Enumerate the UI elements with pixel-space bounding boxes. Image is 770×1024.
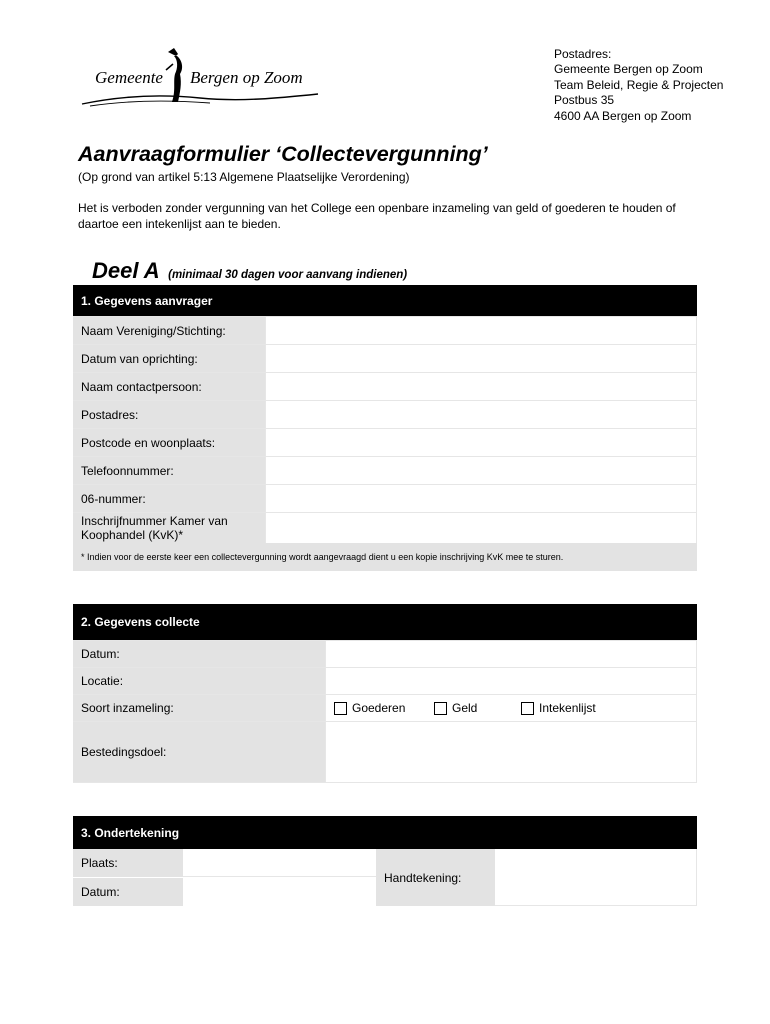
form-row bbox=[73, 512, 697, 543]
section-header: 2. Gegevens collecte bbox=[73, 604, 697, 640]
field-label: Naam Vereniging/Stichting: bbox=[73, 317, 265, 344]
address-line: Postbus 35 bbox=[554, 93, 615, 108]
form-row bbox=[73, 344, 697, 372]
field-label: Locatie: bbox=[73, 668, 325, 694]
form-row bbox=[73, 372, 697, 400]
form-row bbox=[73, 694, 697, 721]
geld-checkbox[interactable] bbox=[434, 702, 447, 715]
section-signature bbox=[73, 816, 697, 906]
form-row bbox=[73, 640, 697, 667]
address-line: Team Beleid, Regie & Projecten bbox=[554, 77, 724, 92]
form-row bbox=[73, 456, 697, 484]
field-label: Datum van oprichting: bbox=[73, 345, 265, 372]
field-label: Plaats: bbox=[73, 849, 183, 877]
phone-field[interactable] bbox=[265, 457, 697, 484]
option-goederen[interactable] bbox=[334, 701, 426, 715]
place-field[interactable] bbox=[183, 849, 376, 877]
field-label: Naam contactpersoon: bbox=[73, 373, 265, 400]
logo-text-city: Bergen op Zoom bbox=[190, 68, 303, 87]
address-line: 4600 AA Bergen op Zoom bbox=[554, 108, 692, 123]
option-label: Goederen bbox=[352, 701, 406, 715]
field-label: Datum: bbox=[73, 641, 325, 667]
postal-address bbox=[554, 47, 723, 124]
address-line: Gemeente Bergen op Zoom bbox=[554, 62, 703, 77]
postcode-city-field[interactable] bbox=[265, 429, 697, 456]
field-label: 06-nummer: bbox=[73, 485, 265, 512]
purpose-field[interactable] bbox=[325, 722, 697, 782]
field-label: Datum: bbox=[73, 878, 183, 906]
field-label: Inschrijfnummer Kamer van Koophandel (KvK)* bbox=[73, 513, 265, 543]
kvk-number-field[interactable] bbox=[265, 513, 697, 543]
postal-address-field[interactable] bbox=[265, 401, 697, 428]
address-line: Postadres: bbox=[554, 47, 612, 61]
logo-text-gemeente: Gemeente bbox=[95, 68, 163, 87]
signature-date-field[interactable] bbox=[183, 878, 376, 906]
kvk-footnote: * Indien voor de eerste keer een collectevergunning wordt aangevraagd dient u een kopie inschrijving KvK mee te sturen. bbox=[73, 543, 697, 571]
form-row bbox=[73, 400, 697, 428]
option-label: Intekenlijst bbox=[539, 701, 596, 715]
legal-basis: (Op grond van artikel 5:13 Algemene Plaatselijke Verordening) bbox=[78, 170, 410, 184]
form-row bbox=[73, 428, 697, 456]
location-field[interactable] bbox=[325, 668, 697, 694]
municipality-logo bbox=[80, 44, 320, 108]
field-label: Handtekening: bbox=[376, 849, 495, 906]
founding-date-field[interactable] bbox=[265, 345, 697, 372]
option-label: Geld bbox=[452, 701, 478, 715]
intekenlijst-checkbox[interactable] bbox=[521, 702, 534, 715]
contact-person-field[interactable] bbox=[265, 373, 697, 400]
collection-type-options bbox=[325, 695, 697, 721]
name-organisation-field[interactable] bbox=[265, 317, 697, 344]
form-row bbox=[73, 721, 697, 783]
field-label: Soort inzameling: bbox=[73, 695, 325, 721]
part-deadline-note: (minimaal 30 dagen voor aanvang indienen) bbox=[168, 269, 408, 281]
form-row bbox=[73, 484, 697, 512]
option-intekenlijst[interactable] bbox=[521, 701, 596, 715]
part-title: Deel A bbox=[92, 258, 160, 283]
section-applicant bbox=[73, 285, 697, 571]
field-label: Postcode en woonplaats: bbox=[73, 429, 265, 456]
section-header: 3. Ondertekening bbox=[73, 816, 697, 849]
intro-text: Het is verboden zonder vergunning van het College een openbare inzameling van geld of goederen te houden of daartoe een intekenlijst aan te bieden. bbox=[78, 201, 676, 231]
page-title: Aanvraagformulier ‘Collectevergunning’ bbox=[78, 142, 488, 166]
section-header: 1. Gegevens aanvrager bbox=[73, 285, 697, 316]
signature-field[interactable] bbox=[495, 849, 697, 906]
mobile-field[interactable] bbox=[265, 485, 697, 512]
signature-grid bbox=[73, 849, 697, 906]
form-row bbox=[73, 667, 697, 694]
field-label: Bestedingsdoel: bbox=[73, 722, 325, 782]
part-heading bbox=[92, 258, 407, 284]
goederen-checkbox[interactable] bbox=[334, 702, 347, 715]
section-collection bbox=[73, 604, 697, 783]
option-geld[interactable] bbox=[434, 701, 513, 715]
field-label: Telefoonnummer: bbox=[73, 457, 265, 484]
collection-date-field[interactable] bbox=[325, 641, 697, 667]
form-row bbox=[73, 316, 697, 344]
field-label: Postadres: bbox=[73, 401, 265, 428]
